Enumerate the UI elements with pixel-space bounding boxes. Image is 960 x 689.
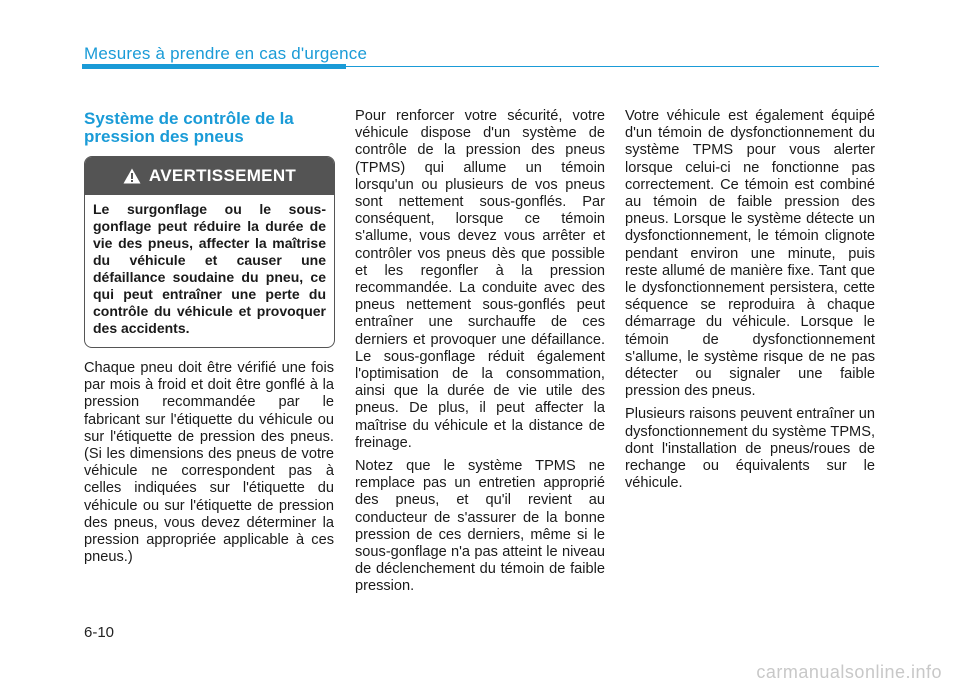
- paragraph: Plusieurs raisons peuvent entraîner un dysfonctionnement du système TPMS, dont l'installation de pneus/roues de rechange ou équivalents sur le véhicule.: [625, 406, 875, 492]
- warning-heading: AVERTISSEMENT: [148, 166, 297, 186]
- warning-header: [85, 157, 334, 195]
- section-title: Système de contrôle de la pression des pneus: [84, 109, 294, 146]
- warning-text: Le surgonflage ou le sous-gonflage peut réduire la durée de vie des pneus, affecter la maîtrise du véhicule et causer une défaillance soudaine du pneu, ce qui peut entraîner une perte du contrôle du véhicule et provoquer des accidents.: [93, 201, 326, 336]
- column-right: [625, 108, 875, 498]
- header-accent-bar: [82, 64, 346, 69]
- paragraph: Votre véhicule est également équipé d'un témoin de dysfonctionnement du système TPMS pour vous alerter lorsque celui-ci ne fonctionne pas correctement. Ce témoin est combiné au témoin de faible pression des pneus. Lorsque le système détecte un dysfonctionnement, le témoin clignote pendant environ une minute, puis reste allumé de manière fixe. Tant que le dysfonctionnement persistera, cette séquence se reproduira à chaque démarrage du véhicule. Lorsque le témoin de dysfonctionnement s'allume, le système risque de ne pas détecter ou signaler une faible pression des pneus.: [625, 108, 875, 400]
- paragraph: Pour renforcer votre sécurité, votre véhicule dispose d'un système de contrôle de la pression des pneus (TPMS) qui allume un témoin lorsqu'un ou plusieurs de vos pneus sont nettement sous-gonflés. Par conséquent, lorsque ce témoin s'allume, vous devez vous arrêter et contrôler vos pneus dès que possible et les regonfler à la pression recommandée. La conduite avec des pneus nettement sous-gonflés peut entraîner une surchauffe de ces derniers et provoquer une défaillance. Le sous-gonflage réduit également l'optimisation de la consommation, ainsi que la durée de vie utile des pneus. De plus, il peut affecter la maîtrise du véhicule et la distance de freinage.: [355, 108, 605, 451]
- chapter-title: Mesures à prendre en cas d'urgence: [84, 44, 368, 63]
- header-rule: [346, 66, 879, 67]
- paragraph: Notez que le système TPMS ne remplace pas un entretien approprié des pneus, et qu'il revient au conducteur de s'assurer de la bonne pression de ces derniers, même si le sous-gonflage n'a pas atteint le niveau de déclenchement du témoin de faible pression.: [355, 458, 605, 595]
- column-left: [84, 110, 334, 572]
- column-middle: [355, 108, 605, 602]
- warning-triangle-icon: [123, 168, 141, 184]
- watermark: carmanualsonline.info: [756, 662, 942, 682]
- page-number: 6-10: [84, 624, 115, 641]
- paragraph: Chaque pneu doit être vérifié une fois par mois à froid et doit être gonflé à la pression recommandée par le fabricant sur l'étiquette du véhicule ou sur l'étiquette de pression des pneus. (Si les dimensions des pneus de votre véhicule ne correspondent pas à celles indiquées sur l'étiquette du véhicule ou sur l'étiquette de pression des pneus, vous devez déterminer la pression appropriée applicable à ces pneus.): [84, 360, 334, 566]
- warning-box: [84, 156, 335, 348]
